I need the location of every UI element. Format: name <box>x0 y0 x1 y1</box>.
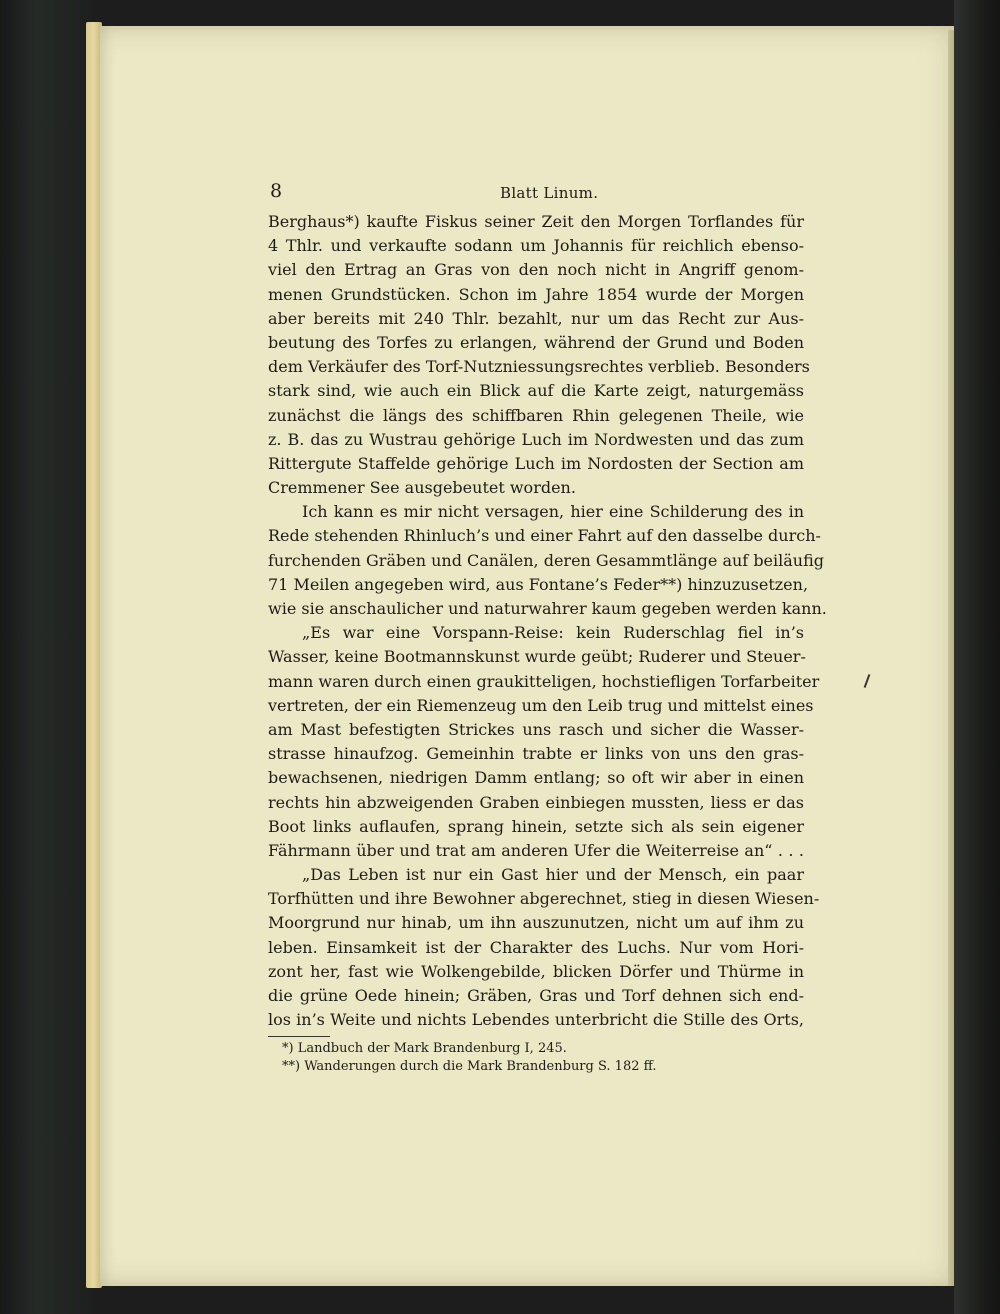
text-line: beutung des Torfes zu erlangen, während der Grund und Boden <box>268 332 804 352</box>
page-number: 8 <box>270 180 283 202</box>
text-line: Ich kann es mir nicht versagen, hier eine Schilderung des in <box>302 502 804 522</box>
text-line: „Es war eine Vorspann-Reise: kein Ruderschlag fiel in’s <box>302 623 804 643</box>
text-line: Moorgrund nur hinab, um ihn auszunutzen, nicht um auf ihm zu <box>268 913 804 933</box>
text-line: Cremmener See ausgebeutet worden. <box>268 478 576 498</box>
text-line: strasse hinaufzog. Gemeinhin trabte er links von uns den gras- <box>268 744 804 764</box>
text-line: stark sind, wie auch ein Blick auf die Karte zeigt, naturgemäss <box>268 381 804 401</box>
text-line: z. B. das zu Wustrau gehörige Luch im Nordwesten und das zum <box>268 429 804 449</box>
text-line: am Mast befestigten Strickes uns rasch und sicher die Wasser- <box>268 719 804 739</box>
footnote: *) Landbuch der Mark Brandenburg I, 245. <box>282 1041 567 1056</box>
text-line: Fährmann über und trat am anderen Ufer die Weiterreise an“ . . . <box>268 840 804 860</box>
body-text <box>268 210 827 1032</box>
text-line: zont her, fast wie Wolkengebilde, blicken Dörfer und Thürme in <box>268 961 804 981</box>
text-line: 4 Thlr. und verkaufte sodann um Johannis für reichlich ebenso- <box>268 236 804 256</box>
text-line: wie sie anschaulicher und naturwahrer kaum gegeben werden kann. <box>268 599 827 618</box>
text-line: rechts hin abzweigenden Graben einbiegen mussten, liess er das <box>268 792 804 812</box>
text-line: vertreten, der ein Riemenzeug um den Leib trug und mittelst eines <box>268 695 814 715</box>
text-line: Rede stehenden Rhinluch’s und einer Fahrt auf den dasselbe durch- <box>268 526 821 546</box>
text-line: bewachsenen, niedrigen Damm entlang; so oft wir aber in einen <box>268 768 804 788</box>
footnote-divider <box>268 1036 330 1037</box>
footnotes <box>282 1040 702 1076</box>
text-line: Boot links auflaufen, sprang hinein, setzte sich als sein eigener <box>268 816 804 836</box>
text-line: dem Verkäufer des Torf-Nutzniessungsrechtes verblieb. Besonders <box>268 357 810 377</box>
text-line: furchenden Gräben und Canälen, deren Gesammtlänge auf beiläufig <box>268 550 825 570</box>
text-line: viel den Ertrag an Gras von den noch nicht in Angriff genom- <box>268 260 804 280</box>
text-line: Rittergute Staffelde gehörige Luch im Nordosten der Section am <box>268 453 804 473</box>
footnote: **) Wanderungen durch die Mark Brandenburg S. 182 ff. <box>282 1059 657 1074</box>
text-line: 71 Meilen angegeben wird, aus Fontane’s Feder**) hinzuzusetzen, <box>268 574 809 594</box>
page-header <box>270 180 810 206</box>
running-title: Blatt Linum. <box>500 184 599 202</box>
text-line: menen Grundstücken. Schon im Jahre 1854 wurde der Morgen <box>268 284 804 304</box>
text-line: mann waren durch einen graukitteligen, hochstiefligen Torfarbeiter <box>268 671 820 691</box>
text-line: Wasser, keine Bootmannskunst wurde geübt; Ruderer und Steuer- <box>268 647 806 667</box>
book-cover-right <box>954 0 1000 1314</box>
text-line: Berghaus*) kaufte Fiskus seiner Zeit den Morgen Torflandes für <box>268 212 804 231</box>
text-line: „Das Leben ist nur ein Gast hier und der Mensch, ein paar <box>302 865 804 885</box>
text-line: zunächst die längs des schiffbaren Rhin gelegenen Theile, wie <box>268 405 804 425</box>
text-line: die grüne Oede hinein; Gräben, Gras und Torf dehnen sich end- <box>268 986 804 1005</box>
book-cover-left <box>0 0 92 1314</box>
text-line: los in’s Weite und nichts Lebendes unterbricht die Stille des Orts, <box>268 1010 804 1030</box>
text-line: leben. Einsamkeit ist der Charakter des Luchs. Nur vom Hori- <box>268 937 804 957</box>
text-line: aber bereits mit 240 Thlr. bezahlt, nur um das Recht zur Aus- <box>268 308 804 328</box>
text-line: Torfhütten und ihre Bewohner abgerechnet, stieg in diesen Wiesen- <box>268 889 820 909</box>
